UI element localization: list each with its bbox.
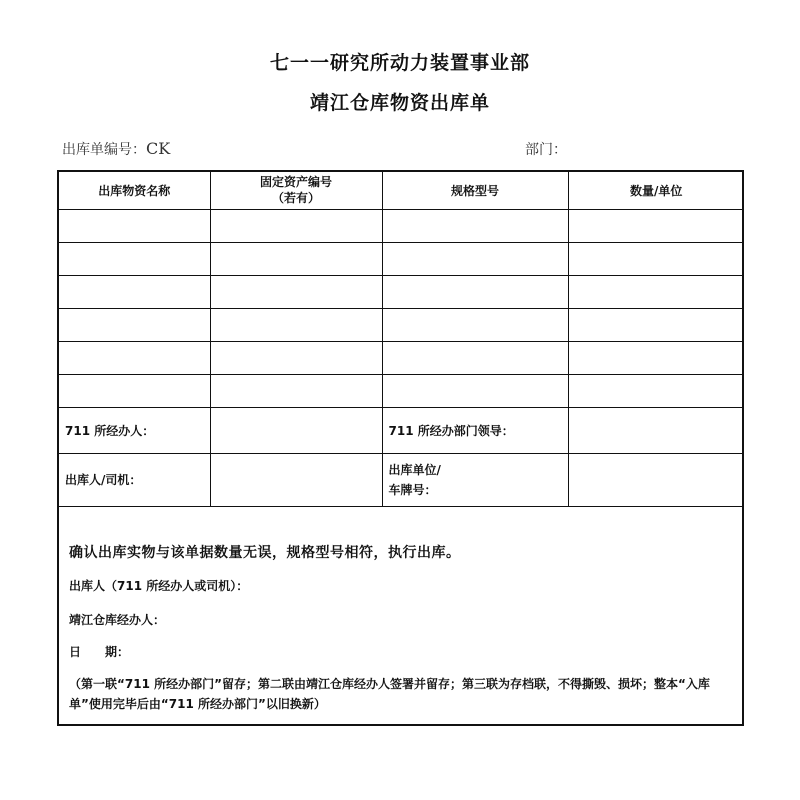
handler-label: 711 所经办人： xyxy=(59,407,210,453)
cell[interactable] xyxy=(382,308,568,341)
form-title: 靖江仓库物资出库单 xyxy=(309,92,490,114)
cell[interactable] xyxy=(59,209,210,242)
outbound-person-label: 出库人（711 所经办人或司机）： xyxy=(69,579,249,593)
table-row xyxy=(59,275,744,308)
items-table xyxy=(59,172,744,507)
form-number-value: CK xyxy=(146,139,171,158)
cell[interactable] xyxy=(59,308,210,341)
cell[interactable] xyxy=(210,242,382,275)
cell[interactable] xyxy=(568,275,744,308)
cell[interactable] xyxy=(210,341,382,374)
cell[interactable] xyxy=(568,341,744,374)
cell[interactable] xyxy=(382,209,568,242)
cell[interactable] xyxy=(59,341,210,374)
col-item-name: 出库物资名称 xyxy=(59,172,210,209)
dept-leader-label: 711 所经办部门领导： xyxy=(382,407,568,453)
unit-plate-label xyxy=(382,453,568,506)
cell[interactable] xyxy=(382,374,568,407)
table-row xyxy=(59,209,744,242)
warehouse-handler-label: 靖江仓库经办人： xyxy=(69,613,166,627)
table-row xyxy=(59,374,744,407)
table-header-row xyxy=(59,172,744,209)
unit-label: 出库单位/ xyxy=(388,462,441,477)
outbound-form xyxy=(57,170,744,726)
cell[interactable] xyxy=(382,242,568,275)
cell[interactable] xyxy=(210,374,382,407)
org-title: 七一一研究所动力装置事业部 xyxy=(269,52,530,74)
cell[interactable] xyxy=(568,308,744,341)
form-number-label: 出库单编号： xyxy=(62,142,146,158)
col-qty-unit: 数量/单位 xyxy=(568,172,744,209)
driver-field[interactable] xyxy=(210,453,382,506)
cell[interactable] xyxy=(210,275,382,308)
col-asset-number xyxy=(210,172,382,209)
col-asset-number-note: （若有） xyxy=(271,191,320,206)
cell[interactable] xyxy=(210,308,382,341)
col-spec-model: 规格型号 xyxy=(382,172,568,209)
cell[interactable] xyxy=(568,209,744,242)
driver-label: 出库人/司机： xyxy=(59,453,210,506)
handler-field[interactable] xyxy=(210,407,382,453)
date-label: 日 期： xyxy=(69,645,130,659)
copy-instructions: （第一联“711 所经办部门”留存；第二联由靖江仓库经办人签署并留存；第三联为存档联，不得撕毁、损坏；整本“入库单”使用完毕后由“711 所经办部门”以旧换新） xyxy=(69,677,710,711)
cell[interactable] xyxy=(568,242,744,275)
form-number xyxy=(62,139,170,159)
handler-row xyxy=(59,407,744,453)
department-label: 部门： xyxy=(525,142,567,158)
cell[interactable] xyxy=(210,209,382,242)
col-asset-number-label: 固定资产编号 xyxy=(259,175,332,190)
dept-leader-field[interactable] xyxy=(568,407,744,453)
driver-row xyxy=(59,453,744,506)
unit-plate-field[interactable] xyxy=(568,453,744,506)
confirm-statement: 确认出库实物与该单据数量无误，规格型号相符，执行出库。 xyxy=(69,545,461,561)
plate-label: 车牌号： xyxy=(388,482,437,497)
cell[interactable] xyxy=(59,275,210,308)
cell[interactable] xyxy=(382,341,568,374)
cell[interactable] xyxy=(568,374,744,407)
table-row xyxy=(59,308,744,341)
cell[interactable] xyxy=(59,374,210,407)
cell[interactable] xyxy=(59,242,210,275)
cell[interactable] xyxy=(382,275,568,308)
table-row xyxy=(59,341,744,374)
table-row xyxy=(59,242,744,275)
